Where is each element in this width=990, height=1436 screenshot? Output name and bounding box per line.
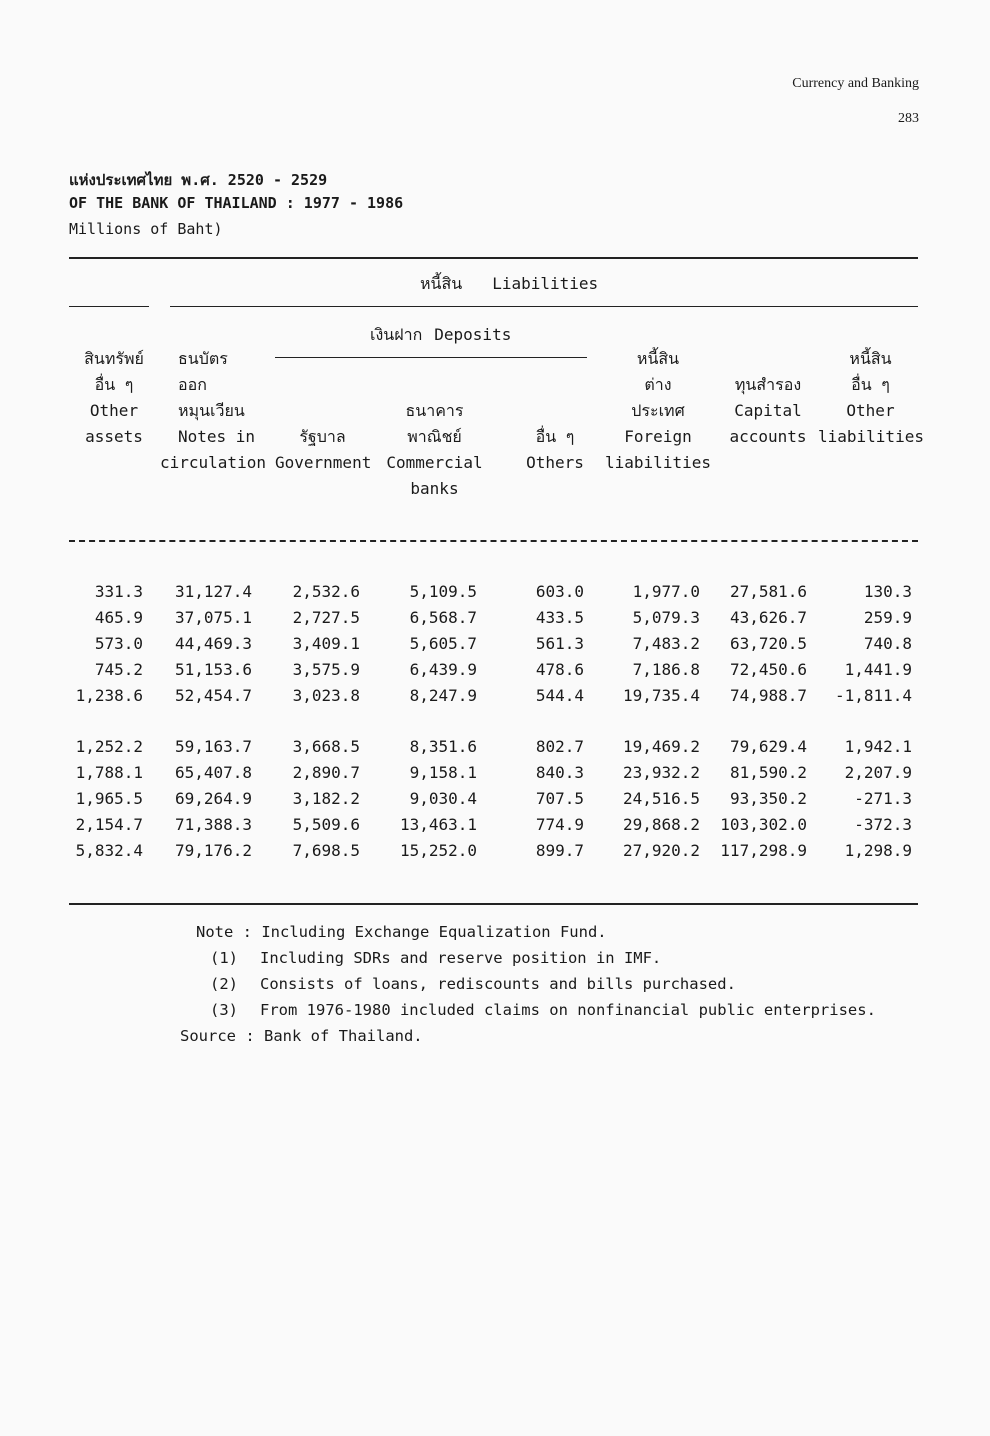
table-cell: 7,483.2 — [632, 634, 700, 653]
table-cell: 6,568.7 — [409, 608, 477, 627]
table-cell: 19,735.4 — [622, 686, 700, 705]
table-cell: 603.0 — [535, 582, 584, 601]
table-cell: 51,153.6 — [174, 660, 252, 679]
liabilities-rule — [170, 306, 918, 307]
note-label: (3) — [210, 1001, 238, 1019]
table-cell: 840.3 — [535, 763, 584, 782]
col-thai: พาณิชย์ — [407, 427, 462, 446]
table-cell: 3,182.2 — [292, 789, 360, 808]
col-en: Capital — [734, 401, 802, 420]
table-cell: 79,629.4 — [729, 737, 807, 756]
col-en: assets — [85, 427, 143, 446]
table-cell: 1,298.9 — [844, 841, 912, 860]
page-number: 283 — [898, 111, 919, 126]
deposits-rule — [275, 357, 587, 358]
table-cell: 130.3 — [863, 582, 912, 601]
running-header: Currency and Banking — [792, 76, 919, 91]
table-cell: 103,302.0 — [720, 815, 807, 834]
table-cell: 259.9 — [863, 608, 912, 627]
header-bottom-rule — [69, 540, 918, 542]
group-header-liabilities-thai: หนี้สิน — [420, 274, 463, 293]
table-cell: -271.3 — [854, 789, 912, 808]
table-title-english: OF THE BANK OF THAILAND : 1977 - 1986 — [69, 194, 404, 212]
table-cell: 65,407.8 — [174, 763, 252, 782]
col-en: Other — [89, 401, 139, 420]
table-cell: 31,127.4 — [174, 582, 252, 601]
col-thai: หมุนเวียน — [178, 401, 245, 420]
table-cell: 7,186.8 — [632, 660, 700, 679]
col-thai: ต่าง — [644, 375, 672, 394]
col-thai: อื่น ๆ — [535, 427, 575, 446]
group-header-liabilities — [420, 272, 598, 297]
table-cell: 52,454.7 — [174, 686, 252, 705]
note-text: Consists of loans, rediscounts and bills purchased. — [260, 975, 736, 993]
note-text: From 1976-1980 included claims on nonfinancial public enterprises. — [260, 1001, 876, 1019]
table-cell: 9,158.1 — [409, 763, 477, 782]
col-thai: อื่น ๆ — [94, 375, 134, 394]
table-cell: 2,727.5 — [292, 608, 360, 627]
column-header-foreign-liabilities — [603, 346, 713, 476]
table-cell: 1,788.1 — [75, 763, 143, 782]
table-cell: -1,811.4 — [834, 686, 912, 705]
note-text: Including Exchange Equalization Fund. — [261, 923, 607, 941]
col-en: Other — [846, 401, 895, 420]
note-label: Source : — [180, 1027, 255, 1045]
col-thai: ธนาคาร — [405, 401, 464, 420]
table-cell: 74,988.7 — [729, 686, 807, 705]
column-header-government — [275, 424, 370, 476]
table-cell: 59,163.7 — [174, 737, 252, 756]
column-header-commercial-banks — [382, 398, 487, 502]
col-en: Government — [275, 453, 372, 472]
table-cell: 13,463.1 — [399, 815, 477, 834]
table-title-units: Millions of Baht) — [69, 220, 223, 238]
table-cell: 2,890.7 — [292, 763, 360, 782]
table-cell: 24,516.5 — [622, 789, 700, 808]
table-cell: 19,469.2 — [622, 737, 700, 756]
table-cell: 740.8 — [863, 634, 912, 653]
table-cell: 1,252.2 — [75, 737, 143, 756]
col-thai: ธนบัตร — [178, 349, 228, 368]
table-cell: 5,832.4 — [75, 841, 143, 860]
note-3 — [210, 1001, 876, 1019]
col-en: Commercial — [386, 453, 483, 472]
table-top-rule — [69, 257, 918, 259]
table-cell: 465.9 — [94, 608, 143, 627]
table-cell: 23,932.2 — [622, 763, 700, 782]
table-cell: 774.9 — [535, 815, 584, 834]
col-en: Notes in — [178, 427, 256, 446]
col-thai: ทุนสำรอง — [734, 375, 802, 394]
table-cell: 5,605.7 — [409, 634, 477, 653]
note-1 — [210, 949, 661, 967]
column-header-other-assets — [74, 346, 154, 450]
table-cell: 707.5 — [535, 789, 584, 808]
table-cell: 63,720.5 — [729, 634, 807, 653]
column-header-notes-in-circulation — [160, 346, 275, 476]
table-cell: 6,439.9 — [409, 660, 477, 679]
table-cell: 43,626.7 — [729, 608, 807, 627]
group-header-liabilities-en: Liabilities — [492, 274, 599, 293]
column-header-others — [515, 424, 595, 476]
note-2 — [210, 975, 736, 993]
col-en: liabilities — [605, 453, 711, 472]
table-cell: 8,351.6 — [409, 737, 477, 756]
group-header-deposits — [370, 323, 511, 348]
table-cell: 69,264.9 — [174, 789, 252, 808]
table-cell: 1,238.6 — [75, 686, 143, 705]
table-cell: 433.5 — [535, 608, 584, 627]
table-cell: 29,868.2 — [622, 815, 700, 834]
table-cell: 3,409.1 — [292, 634, 360, 653]
table-cell: 478.6 — [535, 660, 584, 679]
table-title-thai: แห่งประเทศไทย พ.ศ. 2520 - 2529 — [69, 171, 328, 189]
table-bottom-rule — [69, 903, 918, 905]
note-text: Including SDRs and reserve position in IMF. — [260, 949, 662, 967]
table-cell: 5,109.5 — [409, 582, 477, 601]
table-cell: 27,920.2 — [622, 841, 700, 860]
col-thai: ประเทศ — [631, 401, 685, 420]
table-cell: 899.7 — [535, 841, 584, 860]
table-cell: 1,942.1 — [844, 737, 912, 756]
col-en: banks — [410, 479, 459, 498]
table-cell: 27,581.6 — [729, 582, 807, 601]
col-thai: ออก — [178, 375, 207, 394]
group-header-deposits-en: Deposits — [434, 325, 512, 344]
note-label: (1) — [210, 949, 238, 967]
table-cell: 1,965.5 — [75, 789, 143, 808]
table-cell: 3,023.8 — [292, 686, 360, 705]
col-thai: หนี้สิน — [636, 349, 680, 368]
table-cell: 7,698.5 — [292, 841, 360, 860]
table-cell: 37,075.1 — [174, 608, 252, 627]
col-en: Foreign — [624, 427, 692, 446]
note-source — [180, 1027, 423, 1045]
table-cell: 2,532.6 — [292, 582, 360, 601]
other-assets-rule — [69, 306, 149, 307]
col-en: circulation — [160, 453, 266, 472]
note-label: Note : — [196, 923, 252, 941]
table-cell: 15,252.0 — [399, 841, 477, 860]
col-thai: รัฐบาล — [299, 427, 346, 446]
col-en: accounts — [729, 427, 807, 446]
note-main — [196, 923, 607, 941]
table-cell: -372.3 — [854, 815, 912, 834]
table-cell: 573.0 — [94, 634, 143, 653]
table-cell: 81,590.2 — [729, 763, 807, 782]
table-cell: 79,176.2 — [174, 841, 252, 860]
table-cell: 8,247.9 — [409, 686, 477, 705]
col-thai: หนี้สิน — [849, 349, 892, 368]
col-thai: สินทรัพย์ — [84, 349, 144, 368]
table-cell: 331.3 — [94, 582, 143, 601]
note-label: (2) — [210, 975, 238, 993]
table-cell: 5,079.3 — [632, 608, 700, 627]
table-cell: 544.4 — [535, 686, 584, 705]
group-header-deposits-thai: เงินฝาก — [370, 325, 423, 344]
note-text: Bank of Thailand. — [264, 1027, 423, 1045]
table-cell: 561.3 — [535, 634, 584, 653]
column-header-capital-accounts — [723, 372, 813, 450]
table-cell: 3,668.5 — [292, 737, 360, 756]
table-cell: 2,154.7 — [75, 815, 143, 834]
table-cell: 117,298.9 — [720, 841, 807, 860]
table-cell: 3,575.9 — [292, 660, 360, 679]
table-cell: 1,441.9 — [844, 660, 912, 679]
col-en: liabilities — [818, 427, 924, 446]
table-cell: 2,207.9 — [844, 763, 912, 782]
table-cell: 71,388.3 — [174, 815, 252, 834]
table-cell: 9,030.4 — [409, 789, 477, 808]
table-cell: 5,509.6 — [292, 815, 360, 834]
col-en: Others — [526, 453, 584, 472]
table-cell: 93,350.2 — [729, 789, 807, 808]
table-cell: 44,469.3 — [174, 634, 252, 653]
col-thai: อื่น ๆ — [851, 375, 890, 394]
table-cell: 72,450.6 — [729, 660, 807, 679]
table-cell: 1,977.0 — [632, 582, 700, 601]
column-header-other-liabilities — [818, 346, 923, 450]
table-cell: 802.7 — [535, 737, 584, 756]
table-cell: 745.2 — [94, 660, 143, 679]
